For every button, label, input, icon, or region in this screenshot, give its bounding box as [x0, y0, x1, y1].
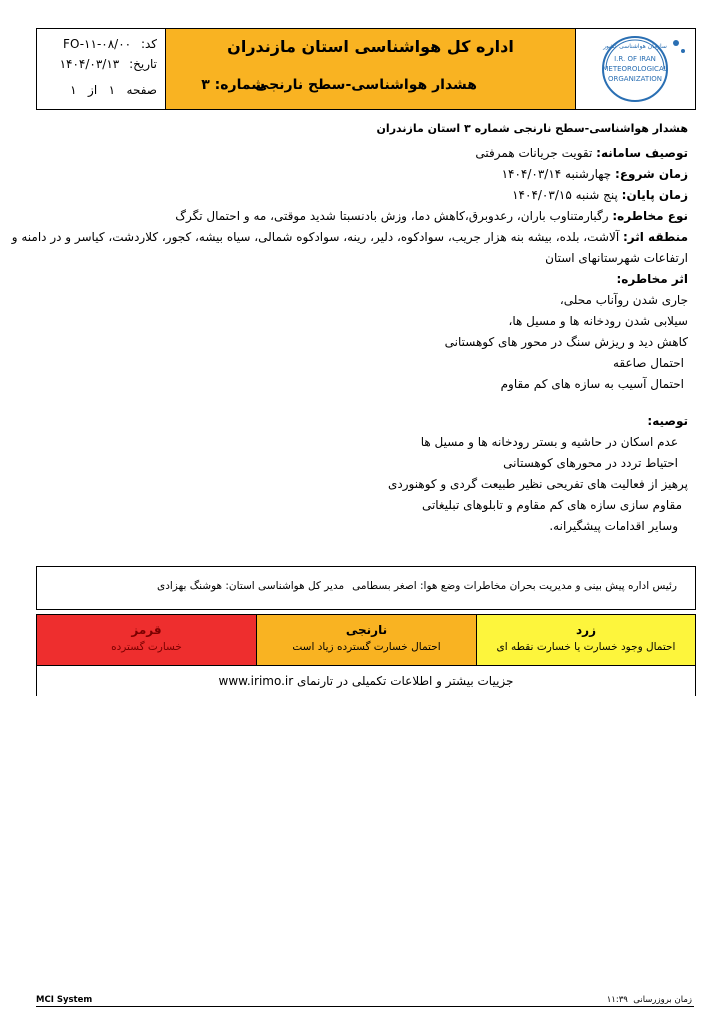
level-cell-orange	[257, 615, 477, 665]
signature-box	[36, 566, 696, 610]
update-value: ۱۱:۳۹	[606, 995, 628, 1005]
effect-item: احتمال آسیب به سازه های کم مقاوم	[500, 377, 684, 391]
hazard-label: نوع مخاطره:	[612, 209, 688, 223]
advice-item: احتیاط تردد در محورهای کوهستانی	[503, 456, 678, 470]
region-row-continued: ارتفاعات شهرستانهای استان	[545, 251, 688, 265]
effect-item: احتمال صاعقه	[612, 356, 684, 370]
code-value: FO-۱۱-۰۸/۰۰	[63, 37, 132, 51]
warning-heading: هشدار هواشناسی-سطح نارنجی شماره ۳ استان مازندران	[376, 122, 688, 135]
warning-body	[11, 118, 688, 537]
warning-level-table	[36, 614, 696, 696]
effect-item: سیلابی شدن رودخانه ها و مسیل ها،	[508, 314, 688, 328]
region-label: منطقه اثر:	[623, 230, 688, 244]
advice-item: مقاوم سازی سازه های کم مقاوم و تابلوهای تبلیغاتی	[421, 498, 682, 512]
level-name: زرد	[576, 623, 596, 637]
director-signature: مدیر کل هواشناسی استان: هوشنگ بهزادی	[157, 580, 345, 592]
more-info-link[interactable]: جزییات بیشتر و اطلاعات تکمیلی در تارنمای www.irimo.ir	[37, 665, 695, 696]
level-cell-yellow	[477, 615, 695, 665]
start-label: زمان شروع:	[615, 167, 688, 181]
system-value: تقویت جریانات همرفتی	[475, 146, 593, 160]
date-label: تاریخ:	[129, 57, 157, 71]
start-row	[28, 164, 688, 185]
warning-number: شماره: ۳	[201, 77, 265, 93]
level-cell-red	[37, 615, 257, 665]
region-value: آلاشت، بلده، بیشه بنه هزار جریب، سوادکوه، دلیر، رینه، سوادکوه شمالی، سیاه بیشه، کجور، کلاردشت، کیاسر و در دامنه و	[11, 230, 620, 244]
effects-label: اثر مخاطره:	[616, 272, 688, 286]
effect-item: کاهش دید و ریزش سنگ در محور های کوهستانی	[444, 335, 688, 349]
update-label: زمان بروزرسانی	[633, 995, 692, 1005]
page-current: ۱	[108, 83, 116, 97]
system-label: توصیف سامانه:	[596, 146, 688, 160]
update-time	[607, 995, 692, 1005]
organization-logo	[576, 29, 695, 109]
effect-item: جاری شدن روآناب محلی،	[559, 293, 688, 307]
system-name: MCI System	[36, 995, 93, 1005]
region-row	[11, 227, 688, 248]
meteorological-logo-icon	[576, 29, 695, 109]
advice-label: توصیه:	[647, 414, 688, 428]
end-label: زمان پایان:	[621, 188, 688, 202]
date-value: ۱۴۰۴/۰۳/۱۳	[59, 57, 120, 71]
start-value: چهارشنبه ۱۴۰۴/۰۳/۱۴	[501, 167, 612, 181]
end-row	[28, 185, 688, 206]
level-name: قرمز	[131, 623, 162, 637]
page-label: صفحه	[126, 83, 157, 97]
advice-item: وسایر اقدامات پیشگیرانه.	[549, 519, 678, 533]
code-row	[63, 37, 157, 51]
forecast-head-signature: رئیس اداره پیش بینی و مدیریت بحران مخاطرات وضع هوا: اصغر بسطامی	[352, 580, 677, 592]
logo-fa-text: سازمان هواشناسی کشور	[603, 43, 667, 50]
hazard-row	[28, 206, 688, 227]
warning-title: هشدار هواشناسی-سطح نارنجی	[255, 77, 477, 93]
logo-en-line-1: I.R. OF IRAN	[614, 55, 656, 63]
page-of: از	[88, 83, 98, 97]
hazard-value: رگبارمتناوب باران، رعدوبرق،کاهش دما، وزش بادنسبتا شدید موقتی، مه و احتمال تگرگ	[175, 209, 609, 223]
date-row	[60, 57, 157, 71]
code-label: کد:	[140, 37, 157, 51]
logo-en-line-3: ORGANIZATION	[607, 75, 663, 83]
document-meta	[37, 29, 166, 109]
org-title: اداره کل هواشناسی استان مازندران	[227, 37, 514, 56]
system-row	[28, 143, 688, 164]
advice-item: پرهیز از فعالیت های تفریحی نظیر طبیعت گردی و کوهنوردی	[388, 477, 688, 491]
footer-divider	[36, 1006, 694, 1007]
level-name: نارنجی	[345, 623, 388, 637]
level-desc: احتمال وجود خسارت یا خسارت نقطه ای	[496, 641, 676, 653]
page-total: ۱	[70, 83, 77, 97]
end-value: پنج شنبه ۱۴۰۴/۰۳/۱۵	[512, 188, 618, 202]
level-desc: خسارت گسترده	[111, 641, 182, 653]
logo-en-line-2: METEOROLOGICAL	[602, 65, 668, 73]
header-title-block	[166, 29, 576, 109]
document-header	[36, 28, 696, 110]
page-row	[70, 83, 157, 97]
level-desc: احتمال خسارت گسترده زیاد است	[292, 641, 441, 653]
advice-item: عدم اسکان در حاشیه و بستر رودخانه ها و مسیل ها	[420, 435, 678, 449]
